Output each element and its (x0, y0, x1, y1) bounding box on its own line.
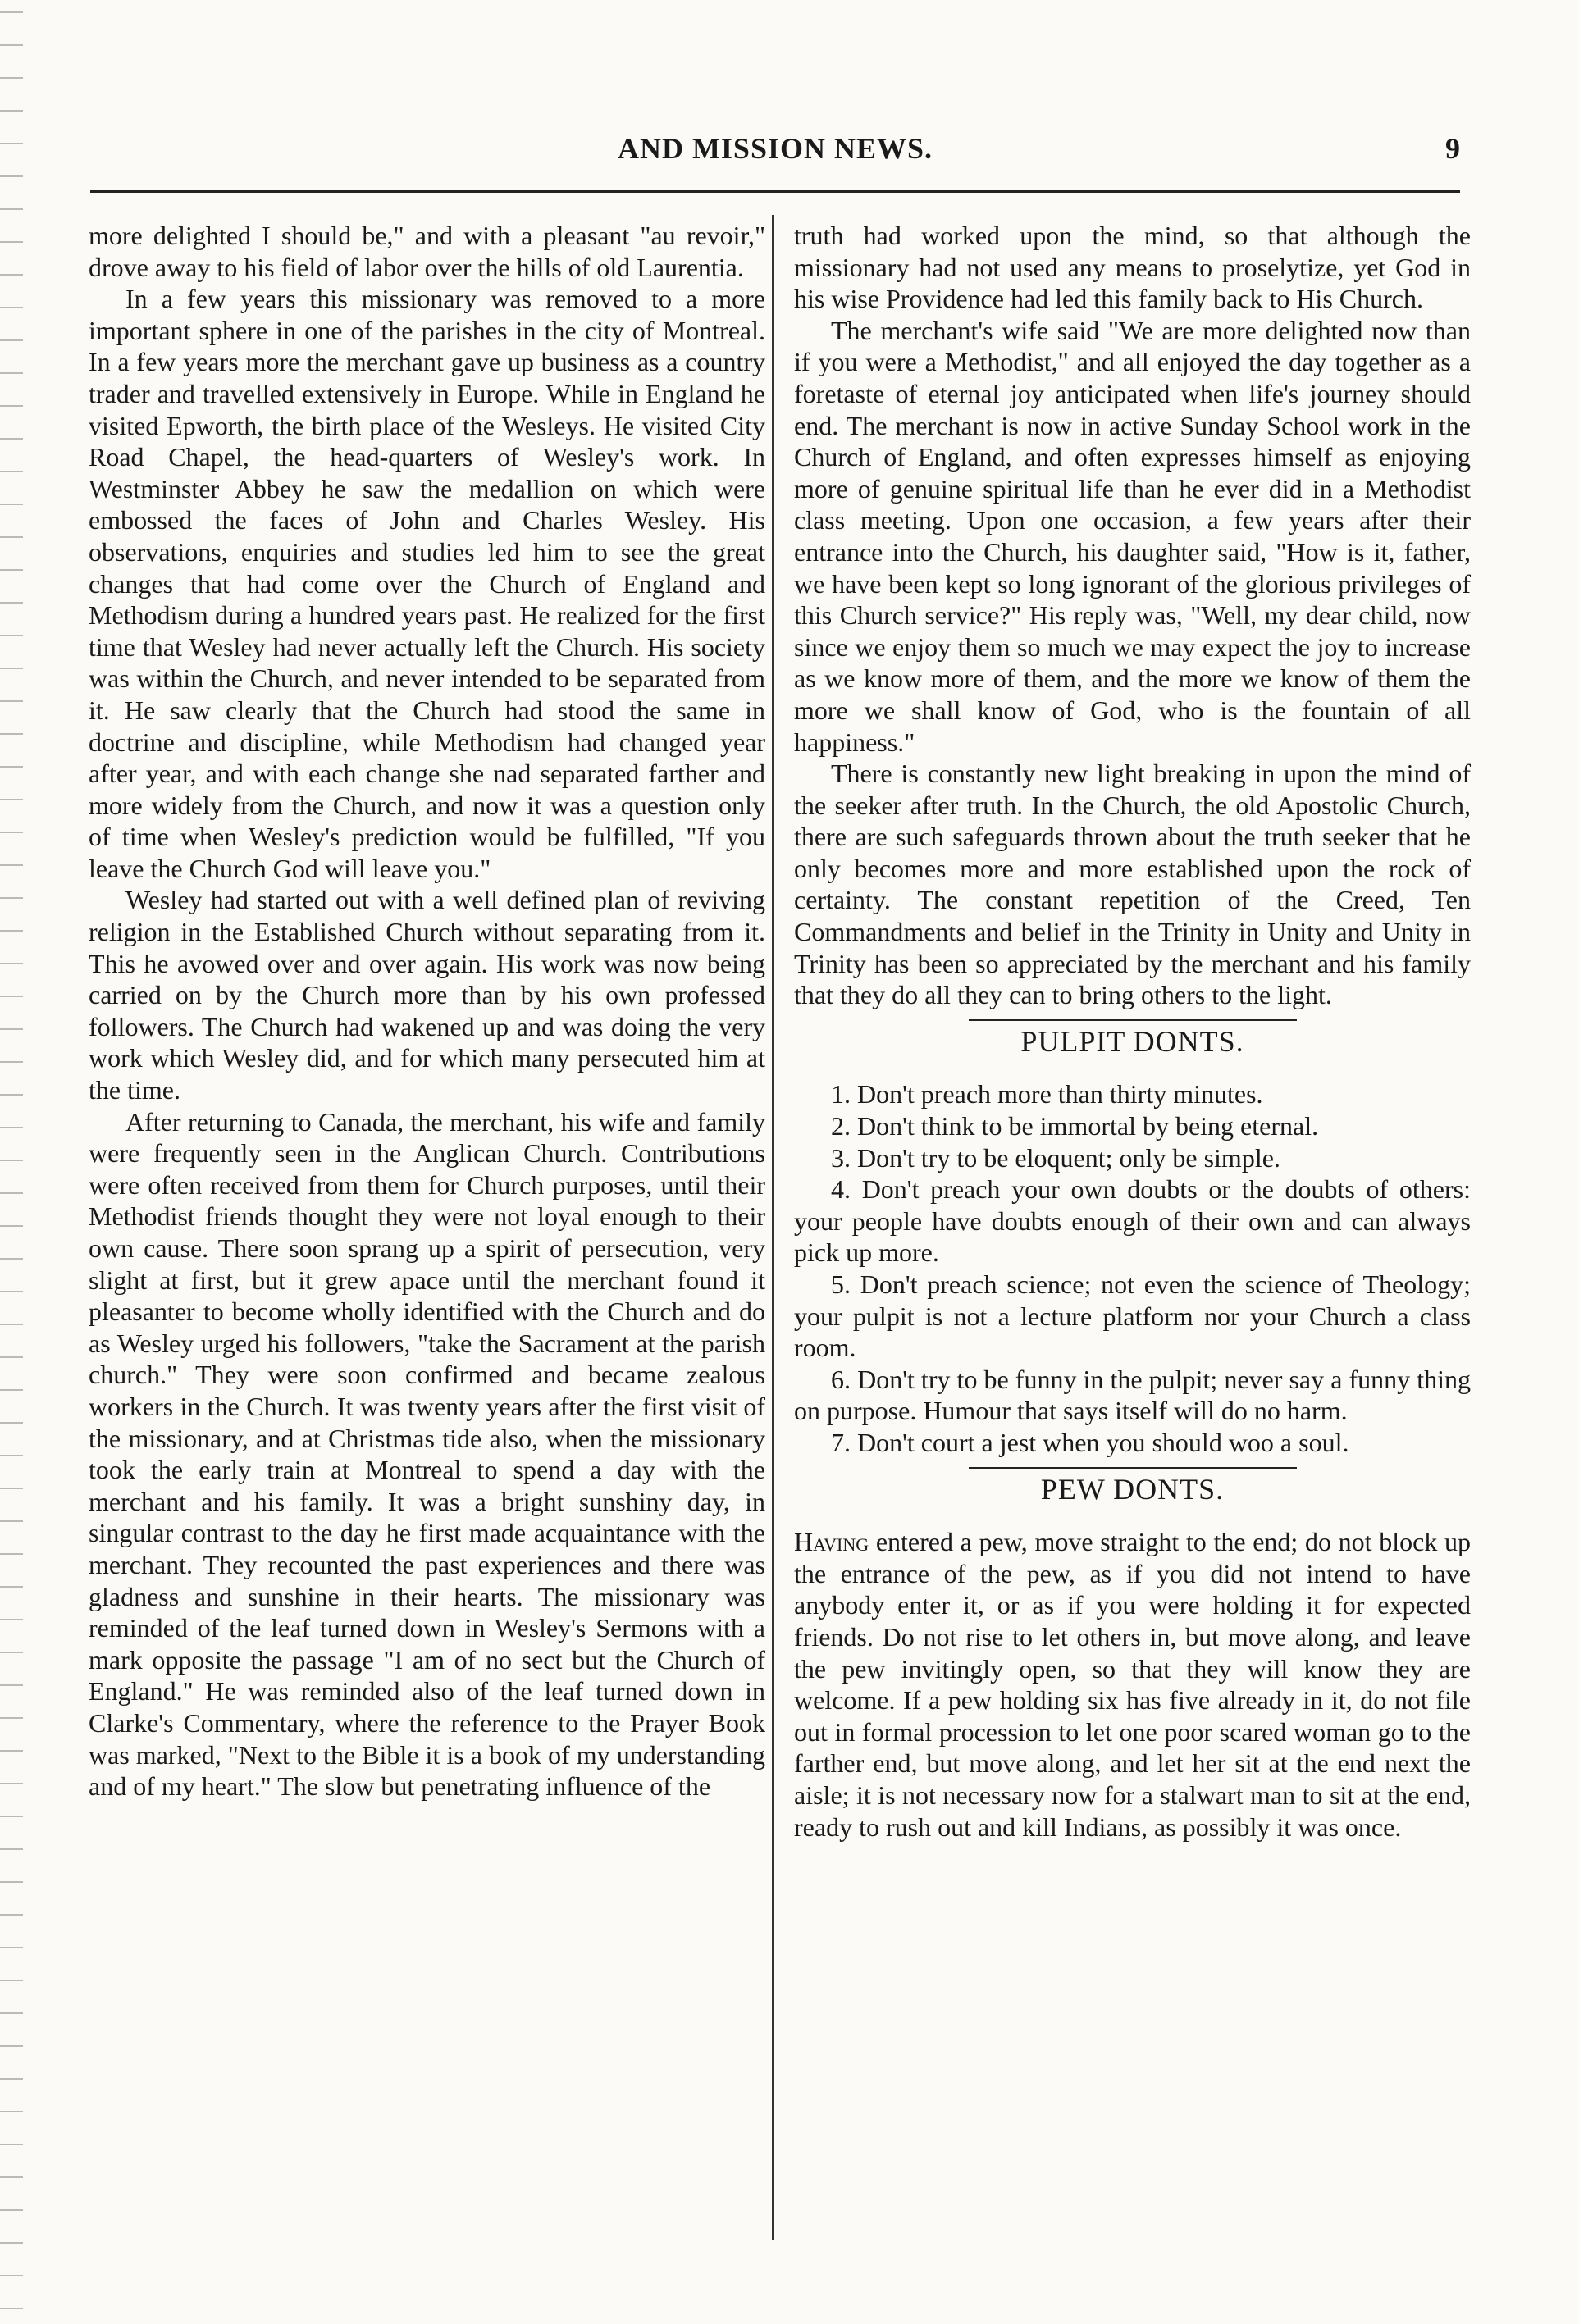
left-column (89, 220, 765, 1802)
paragraph: truth had worked upon the mind, so that although the missionary had not used any means to proselytize, yet God in his wise Providence had led this family back to His Church. (794, 221, 1471, 314)
paragraph: more delighted I should be," and with a pleasant "au revoir," drove away to his field of labor over the hills of old Laurentia. (89, 221, 765, 282)
list-item: 7. Don't court a jest when you should woo a soul. (831, 1427, 1349, 1457)
paragraph: The merchant's wife said "We are more delighted now than if you were a Methodist," and all enjoyed the day together as a foretaste of eternal joy anticipated when life's journey should end. The merchant is now in active Sunday School work in the Church of England, and often expresses himself as enjoying more of genuine spiritual life than he ever did in a Methodist class meeting. Upon one occasion, a few years after their entrance into the Church, his daughter said, "How is it, father, we have been kept so long ignorant of the glorious privileges of this Church service?" His reply was, "Well, my dear child, now since we enjoy them so much we may expect the joy to increase as we know more of them, and the more we know of them the more we shall know of God, who is the fountain of all happiness." (794, 315, 1471, 757)
paragraph: There is constantly new light breaking in upon the mind of the seeker after truth. In the Church, the old Apostolic Church, there are such safeguards thrown about the truth seeker that he only becomes more and more established upon the rock of certainty. The constant repetition of the Creed, Ten Commandments and belief in the Trinity in Unity and Unity in Trinity has been so appreciated by the merchant and his family that they do all they can to bring others to the light. (794, 759, 1471, 1010)
pulpit-donts-heading: PULPIT DONTS. (1020, 1024, 1244, 1058)
pew-lead-word: Having (794, 1527, 869, 1557)
running-title: AND MISSION NEWS. (617, 132, 933, 165)
paragraph: In a few years this missionary was removed to a more important sphere in one of the parishes in the city of Montreal. In a few years more the merchant gave up business as a country trader and travelled extensively in Europe. While in England he visited Epworth, the birth place of the Wesleys. He visited City Road Chapel, the head-quarters of Wesley's work. In Westminster Abbey he saw the medallion on which were embossed the faces of John and Charles Wesley. His observations, enquiries and studies led him to see the great changes that had come over the Church of England and Methodism during a hundred years past. He realized for the first time that Wesley had never actually left the Church. His society was within the Church, and never intended to be separated from it. He saw clearly that the Church had stood the same in doctrine and discipline, while Methodism had changed year after year, and with each change she nad separated farther and more widely from the Church, and now it was a question only of time when Wesley's prediction would be fulfilled, "If you leave the Church God will leave you." (89, 284, 765, 883)
page-number: 9 (1445, 132, 1460, 165)
pew-paragraph (794, 1526, 1471, 1843)
list-item: 5. Don't preach science; not even the science of Theology; your pulpit is not a lecture platform nor your Church a class room. (794, 1269, 1471, 1363)
scan-edge-marks (0, 0, 23, 2324)
header-rule (90, 190, 1460, 193)
list-item: 2. Don't think to be immortal by being eternal. (831, 1111, 1319, 1141)
list-item: 4. Don't preach your own doubts or the doubts of others: your people have doubts enough of their own and can always pick up more. (794, 1174, 1471, 1268)
list-item: 3. Don't try to be eloquent; only be simple. (831, 1142, 1280, 1173)
pew-donts-heading: PEW DONTS. (1040, 1472, 1225, 1506)
column-divider (772, 215, 774, 2240)
page-header (90, 131, 1460, 180)
list-item: 1. Don't preach more than thirty minutes. (831, 1079, 1263, 1110)
paragraph: Wesley had started out with a well defined plan of reviving religion in the Established Church without separating from it. This he avowed over and over again. His work was now being carried on by the Church more than by his own professed followers. The Church had wakened up and was doing the very work which Wesley did, and for which many persecuted him at the time. (89, 885, 765, 1105)
list-item: 6. Don't try to be funny in the pulpit; never say a funny thing on purpose. Humour that says itself will do no harm. (794, 1364, 1471, 1426)
section-rule (969, 1467, 1297, 1469)
paragraph: After returning to Canada, the merchant, his wife and family were frequently seen in the Anglican Church. Contributions were often received from them for Church purposes, until their Methodist friends thought they were not loyal enough to their own cause. There soon sprang up a spirit of persecution, very slight at first, but it grew apace until the merchant found it pleasanter to become wholly identified with the Church and do as Wesley urged his followers, "take the Sacrament at the parish church." They were soon confirmed and became zealous workers in the Church. It was twenty years after the first visit of the missionary, and at Christmas tide also, when the missionary took the early train at Montreal to spend a day with the merchant and his family. It was a bright sunshiny day, in singular contrast to the day he first made acquaintance with the merchant. They recounted the past experiences and there was gladness and sunshine in their hearts. The missionary was reminded of the leaf turned down in Wesley's Sermons with a mark opposite the passage "I am of no sect but the Church of England." He was reminded also of the leaf turned down in Clarke's Commentary, where the reference to the Prayer Book was marked, "Next to the Bible it is a book of my understanding and of my heart." The slow but penetrating influence of the (89, 1106, 765, 1802)
pew-text: entered a pew, move straight to the end; do not block up the entrance of the pew, as if you did not intend to have anybody enter it, or as if you were holding it for expected friends. Do not rise to let others in, but move along, and leave the pew invitingly open, so that they will know they are welcome. If a pew holding six has five already in it, do not file out in formal procession to let one poor scared woman go to the farther end, but move along, and let her sit at the end next the aisle; it is not necessary now for a stalwart man to sit at the end, ready to rush out and kill Indians, as possibly it was once. (794, 1527, 1471, 1842)
section-rule (969, 1019, 1297, 1021)
right-column (794, 220, 1471, 1843)
